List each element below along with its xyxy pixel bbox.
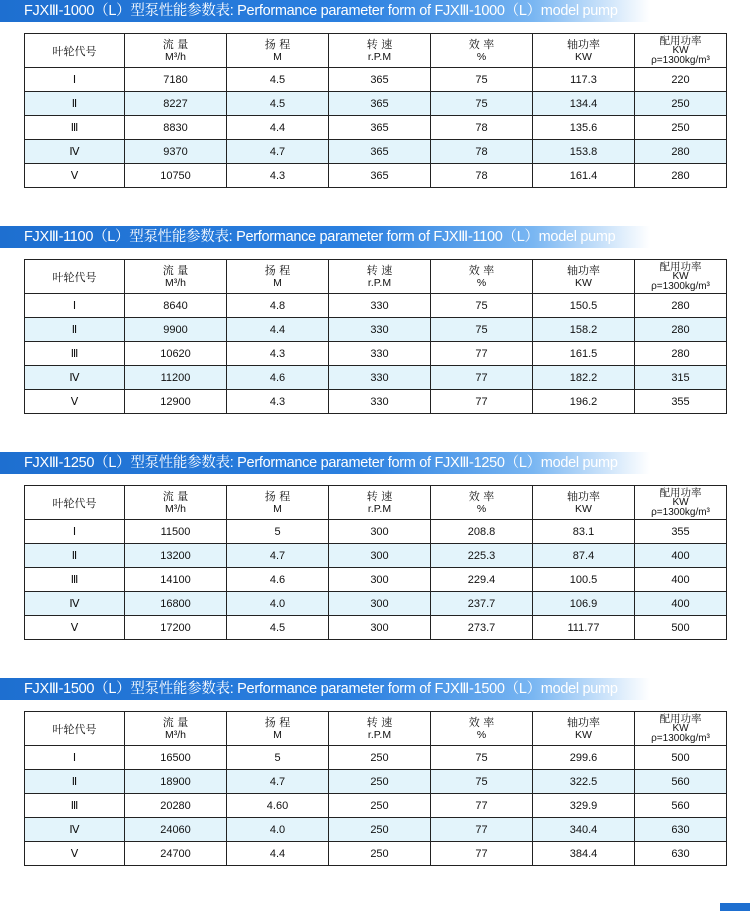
shaft-power-cell: 100.5 <box>533 568 635 592</box>
speed-cell: 300 <box>329 520 431 544</box>
flow-cell: 24700 <box>125 842 227 866</box>
shaft-power-cell: 117.3 <box>533 68 635 92</box>
header-rated-power <box>635 486 727 520</box>
header-head <box>227 486 329 520</box>
flow-cell: 8640 <box>125 294 227 318</box>
impeller-cell: Ⅴ <box>25 616 125 640</box>
flow-cell: 17200 <box>125 616 227 640</box>
header-shaft-power-unit: KW <box>575 50 592 63</box>
header-rated-power-density: ρ=1300kg/m³ <box>651 506 710 518</box>
header-shaft-power-unit: KW <box>575 502 592 515</box>
shaft-power-cell: 182.2 <box>533 366 635 390</box>
impeller-cell: Ⅱ <box>25 318 125 342</box>
flow-cell: 16500 <box>125 746 227 770</box>
flow-cell: 9900 <box>125 318 227 342</box>
header-rated-power-label: 配用功率 <box>659 260 702 273</box>
head-cell: 4.5 <box>227 92 329 116</box>
header-flow <box>125 260 227 294</box>
efficiency-cell: 78 <box>431 140 533 164</box>
performance-table <box>24 711 727 866</box>
header-speed-label: 转 速 <box>366 489 393 503</box>
table-row <box>25 140 727 164</box>
header-rated-power <box>635 712 727 746</box>
speed-cell: 300 <box>329 568 431 592</box>
head-cell: 4.3 <box>227 390 329 414</box>
table-header-row <box>25 34 727 68</box>
header-rated-power-label: 配用功率 <box>659 34 702 47</box>
header-rated-power-unit: KW <box>672 722 689 734</box>
header-speed <box>329 260 431 294</box>
header-speed-unit: r.P.M <box>367 276 392 289</box>
speed-cell: 330 <box>329 318 431 342</box>
header-rated-power <box>635 260 727 294</box>
head-cell: 4.8 <box>227 294 329 318</box>
shaft-power-cell: 340.4 <box>533 818 635 842</box>
header-impeller-label: 叶轮代号 <box>52 722 97 736</box>
table-row <box>25 366 727 390</box>
header-rated-power-density: ρ=1300kg/m³ <box>651 54 710 66</box>
header-rated-power-unit: KW <box>672 496 689 508</box>
table-row <box>25 92 727 116</box>
efficiency-cell: 208.8 <box>431 520 533 544</box>
table-header-row <box>25 486 727 520</box>
header-flow-label: 流 量 <box>162 715 189 729</box>
flow-cell: 18900 <box>125 770 227 794</box>
flow-cell: 16800 <box>125 592 227 616</box>
header-shaft-power-label: 轴功率 <box>567 263 600 277</box>
rated-power-cell: 355 <box>635 390 727 414</box>
efficiency-cell: 75 <box>431 294 533 318</box>
table-row <box>25 68 727 92</box>
head-cell: 4.4 <box>227 318 329 342</box>
rated-power-cell: 250 <box>635 116 727 140</box>
header-speed-unit: r.P.M <box>367 728 392 741</box>
header-efficiency <box>431 486 533 520</box>
rated-power-cell: 630 <box>635 842 727 866</box>
header-flow <box>125 34 227 68</box>
header-shaft-power-label: 轴功率 <box>567 489 600 503</box>
header-efficiency <box>431 712 533 746</box>
head-cell: 4.5 <box>227 68 329 92</box>
impeller-cell: Ⅲ <box>25 568 125 592</box>
head-cell: 4.5 <box>227 616 329 640</box>
shaft-power-cell: 329.9 <box>533 794 635 818</box>
flow-cell: 7180 <box>125 68 227 92</box>
table-row <box>25 794 727 818</box>
flow-cell: 12900 <box>125 390 227 414</box>
pump-section <box>0 452 750 678</box>
speed-cell: 250 <box>329 842 431 866</box>
header-head <box>227 260 329 294</box>
flow-cell: 11500 <box>125 520 227 544</box>
header-head-label: 扬 程 <box>264 37 291 51</box>
header-rated-power-unit: KW <box>672 270 689 282</box>
table-row <box>25 116 727 140</box>
section-title: FJXⅢ-1500（L）型泵性能参数表: Performance parameter form of FJXⅢ-1500（L）model pump <box>0 678 650 700</box>
table-row <box>25 746 727 770</box>
header-impeller <box>25 260 125 294</box>
flow-cell: 24060 <box>125 818 227 842</box>
header-rated-power-density: ρ=1300kg/m³ <box>651 732 710 744</box>
table-row <box>25 390 727 414</box>
efficiency-cell: 75 <box>431 68 533 92</box>
header-efficiency-label: 效 率 <box>468 37 495 51</box>
speed-cell: 250 <box>329 818 431 842</box>
shaft-power-cell: 106.9 <box>533 592 635 616</box>
header-head-label: 扬 程 <box>264 715 291 729</box>
table-row <box>25 568 727 592</box>
header-efficiency-unit: % <box>476 728 487 741</box>
head-cell: 4.4 <box>227 842 329 866</box>
speed-cell: 365 <box>329 164 431 188</box>
header-head <box>227 34 329 68</box>
flow-cell: 8227 <box>125 92 227 116</box>
header-shaft-power <box>533 486 635 520</box>
table-header-row <box>25 712 727 746</box>
efficiency-cell: 77 <box>431 842 533 866</box>
flow-cell: 14100 <box>125 568 227 592</box>
header-efficiency-unit: % <box>476 502 487 515</box>
header-efficiency <box>431 260 533 294</box>
table-header-row <box>25 260 727 294</box>
section-title: FJXⅢ-1100（L）型泵性能参数表: Performance parameter form of FJXⅢ-1100（L）model pump <box>0 226 650 248</box>
shaft-power-cell: 134.4 <box>533 92 635 116</box>
table-row <box>25 318 727 342</box>
speed-cell: 250 <box>329 794 431 818</box>
head-cell: 5 <box>227 520 329 544</box>
rated-power-cell: 280 <box>635 318 727 342</box>
shaft-power-cell: 299.6 <box>533 746 635 770</box>
header-head <box>227 712 329 746</box>
impeller-cell: Ⅳ <box>25 818 125 842</box>
header-speed-unit: r.P.M <box>367 502 392 515</box>
efficiency-cell: 77 <box>431 794 533 818</box>
efficiency-cell: 75 <box>431 92 533 116</box>
performance-table <box>24 485 727 640</box>
impeller-cell: Ⅴ <box>25 390 125 414</box>
efficiency-cell: 77 <box>431 818 533 842</box>
header-rated-power <box>635 34 727 68</box>
flow-cell: 9370 <box>125 140 227 164</box>
table-row <box>25 842 727 866</box>
header-rated-power-density: ρ=1300kg/m³ <box>651 280 710 292</box>
table-row <box>25 544 727 568</box>
header-shaft-power-label: 轴功率 <box>567 37 600 51</box>
header-flow <box>125 486 227 520</box>
header-flow-label: 流 量 <box>162 37 189 51</box>
header-head-unit: M <box>273 276 282 289</box>
efficiency-cell: 77 <box>431 366 533 390</box>
efficiency-cell: 78 <box>431 116 533 140</box>
impeller-cell: Ⅳ <box>25 592 125 616</box>
speed-cell: 365 <box>329 140 431 164</box>
impeller-cell: Ⅰ <box>25 294 125 318</box>
rated-power-cell: 500 <box>635 616 727 640</box>
header-flow-unit: M³/h <box>165 502 186 515</box>
header-shaft-power <box>533 34 635 68</box>
speed-cell: 365 <box>329 92 431 116</box>
head-cell: 4.0 <box>227 818 329 842</box>
header-head-unit: M <box>273 502 282 515</box>
header-efficiency-label: 效 率 <box>468 489 495 503</box>
head-cell: 4.4 <box>227 116 329 140</box>
performance-table <box>24 33 727 188</box>
head-cell: 4.60 <box>227 794 329 818</box>
flow-cell: 13200 <box>125 544 227 568</box>
rated-power-cell: 500 <box>635 746 727 770</box>
header-rated-power-label: 配用功率 <box>659 712 702 725</box>
header-flow-label: 流 量 <box>162 489 189 503</box>
header-shaft-power <box>533 260 635 294</box>
shaft-power-cell: 196.2 <box>533 390 635 414</box>
header-efficiency-label: 效 率 <box>468 715 495 729</box>
head-cell: 4.7 <box>227 544 329 568</box>
header-rated-power-label: 配用功率 <box>659 486 702 499</box>
rated-power-cell: 280 <box>635 140 727 164</box>
performance-table <box>24 259 727 414</box>
header-flow <box>125 712 227 746</box>
impeller-cell: Ⅴ <box>25 842 125 866</box>
table-row <box>25 592 727 616</box>
section-title: FJXⅢ-1000（L）型泵性能参数表: Performance parameter form of FJXⅢ-1000（L）model pump <box>0 0 650 22</box>
shaft-power-cell: 87.4 <box>533 544 635 568</box>
header-efficiency-label: 效 率 <box>468 263 495 277</box>
header-head-label: 扬 程 <box>264 489 291 503</box>
head-cell: 4.0 <box>227 592 329 616</box>
rated-power-cell: 250 <box>635 92 727 116</box>
rated-power-cell: 280 <box>635 294 727 318</box>
impeller-cell: Ⅲ <box>25 794 125 818</box>
flow-cell: 20280 <box>125 794 227 818</box>
table-row <box>25 616 727 640</box>
speed-cell: 330 <box>329 390 431 414</box>
shaft-power-cell: 135.6 <box>533 116 635 140</box>
speed-cell: 300 <box>329 544 431 568</box>
header-head-label: 扬 程 <box>264 263 291 277</box>
efficiency-cell: 273.7 <box>431 616 533 640</box>
speed-cell: 330 <box>329 342 431 366</box>
efficiency-cell: 75 <box>431 746 533 770</box>
head-cell: 5 <box>227 746 329 770</box>
header-speed-label: 转 速 <box>366 715 393 729</box>
table-row <box>25 520 727 544</box>
efficiency-cell: 75 <box>431 770 533 794</box>
flow-cell: 10620 <box>125 342 227 366</box>
table-row <box>25 818 727 842</box>
impeller-cell: Ⅱ <box>25 92 125 116</box>
header-flow-unit: M³/h <box>165 276 186 289</box>
pump-section <box>0 678 750 904</box>
header-impeller <box>25 34 125 68</box>
header-impeller <box>25 712 125 746</box>
speed-cell: 365 <box>329 68 431 92</box>
header-speed-label: 转 速 <box>366 263 393 277</box>
shaft-power-cell: 161.4 <box>533 164 635 188</box>
speed-cell: 300 <box>329 616 431 640</box>
rated-power-cell: 560 <box>635 794 727 818</box>
shaft-power-cell: 384.4 <box>533 842 635 866</box>
table-row <box>25 164 727 188</box>
shaft-power-cell: 83.1 <box>533 520 635 544</box>
rated-power-cell: 400 <box>635 544 727 568</box>
header-impeller-label: 叶轮代号 <box>52 44 97 58</box>
impeller-cell: Ⅴ <box>25 164 125 188</box>
header-efficiency-unit: % <box>476 276 487 289</box>
rated-power-cell: 560 <box>635 770 727 794</box>
rated-power-cell: 280 <box>635 164 727 188</box>
header-speed <box>329 486 431 520</box>
efficiency-cell: 229.4 <box>431 568 533 592</box>
header-speed-unit: r.P.M <box>367 50 392 63</box>
table-row <box>25 342 727 366</box>
shaft-power-cell: 322.5 <box>533 770 635 794</box>
speed-cell: 250 <box>329 770 431 794</box>
corner-accent-bar <box>720 903 750 911</box>
header-impeller <box>25 486 125 520</box>
efficiency-cell: 78 <box>431 164 533 188</box>
shaft-power-cell: 158.2 <box>533 318 635 342</box>
speed-cell: 300 <box>329 592 431 616</box>
header-shaft-power-unit: KW <box>575 728 592 741</box>
header-speed <box>329 34 431 68</box>
shaft-power-cell: 161.5 <box>533 342 635 366</box>
impeller-cell: Ⅰ <box>25 68 125 92</box>
head-cell: 4.6 <box>227 568 329 592</box>
header-efficiency <box>431 34 533 68</box>
pump-section <box>0 0 750 226</box>
section-title: FJXⅢ-1250（L）型泵性能参数表: Performance parameter form of FJXⅢ-1250（L）model pump <box>0 452 650 474</box>
shaft-power-cell: 111.77 <box>533 616 635 640</box>
efficiency-cell: 77 <box>431 342 533 366</box>
efficiency-cell: 225.3 <box>431 544 533 568</box>
rated-power-cell: 630 <box>635 818 727 842</box>
speed-cell: 330 <box>329 294 431 318</box>
header-speed-label: 转 速 <box>366 37 393 51</box>
header-shaft-power-label: 轴功率 <box>567 715 600 729</box>
pump-section <box>0 226 750 452</box>
impeller-cell: Ⅱ <box>25 770 125 794</box>
flow-cell: 10750 <box>125 164 227 188</box>
rated-power-cell: 315 <box>635 366 727 390</box>
impeller-cell: Ⅰ <box>25 520 125 544</box>
speed-cell: 250 <box>329 746 431 770</box>
header-shaft-power-unit: KW <box>575 276 592 289</box>
head-cell: 4.3 <box>227 164 329 188</box>
shaft-power-cell: 153.8 <box>533 140 635 164</box>
shaft-power-cell: 150.5 <box>533 294 635 318</box>
header-flow-unit: M³/h <box>165 50 186 63</box>
header-efficiency-unit: % <box>476 50 487 63</box>
header-impeller-label: 叶轮代号 <box>52 270 97 284</box>
rated-power-cell: 400 <box>635 568 727 592</box>
rated-power-cell: 400 <box>635 592 727 616</box>
rated-power-cell: 355 <box>635 520 727 544</box>
header-speed <box>329 712 431 746</box>
table-row <box>25 770 727 794</box>
impeller-cell: Ⅰ <box>25 746 125 770</box>
efficiency-cell: 237.7 <box>431 592 533 616</box>
header-flow-label: 流 量 <box>162 263 189 277</box>
flow-cell: 8830 <box>125 116 227 140</box>
header-head-unit: M <box>273 50 282 63</box>
efficiency-cell: 75 <box>431 318 533 342</box>
header-shaft-power <box>533 712 635 746</box>
head-cell: 4.3 <box>227 342 329 366</box>
header-head-unit: M <box>273 728 282 741</box>
table-row <box>25 294 727 318</box>
rated-power-cell: 220 <box>635 68 727 92</box>
header-rated-power-unit: KW <box>672 44 689 56</box>
impeller-cell: Ⅳ <box>25 366 125 390</box>
head-cell: 4.6 <box>227 366 329 390</box>
speed-cell: 330 <box>329 366 431 390</box>
head-cell: 4.7 <box>227 770 329 794</box>
head-cell: 4.7 <box>227 140 329 164</box>
rated-power-cell: 280 <box>635 342 727 366</box>
flow-cell: 11200 <box>125 366 227 390</box>
header-flow-unit: M³/h <box>165 728 186 741</box>
impeller-cell: Ⅲ <box>25 116 125 140</box>
impeller-cell: Ⅲ <box>25 342 125 366</box>
header-impeller-label: 叶轮代号 <box>52 496 97 510</box>
impeller-cell: Ⅳ <box>25 140 125 164</box>
speed-cell: 365 <box>329 116 431 140</box>
impeller-cell: Ⅱ <box>25 544 125 568</box>
efficiency-cell: 77 <box>431 390 533 414</box>
